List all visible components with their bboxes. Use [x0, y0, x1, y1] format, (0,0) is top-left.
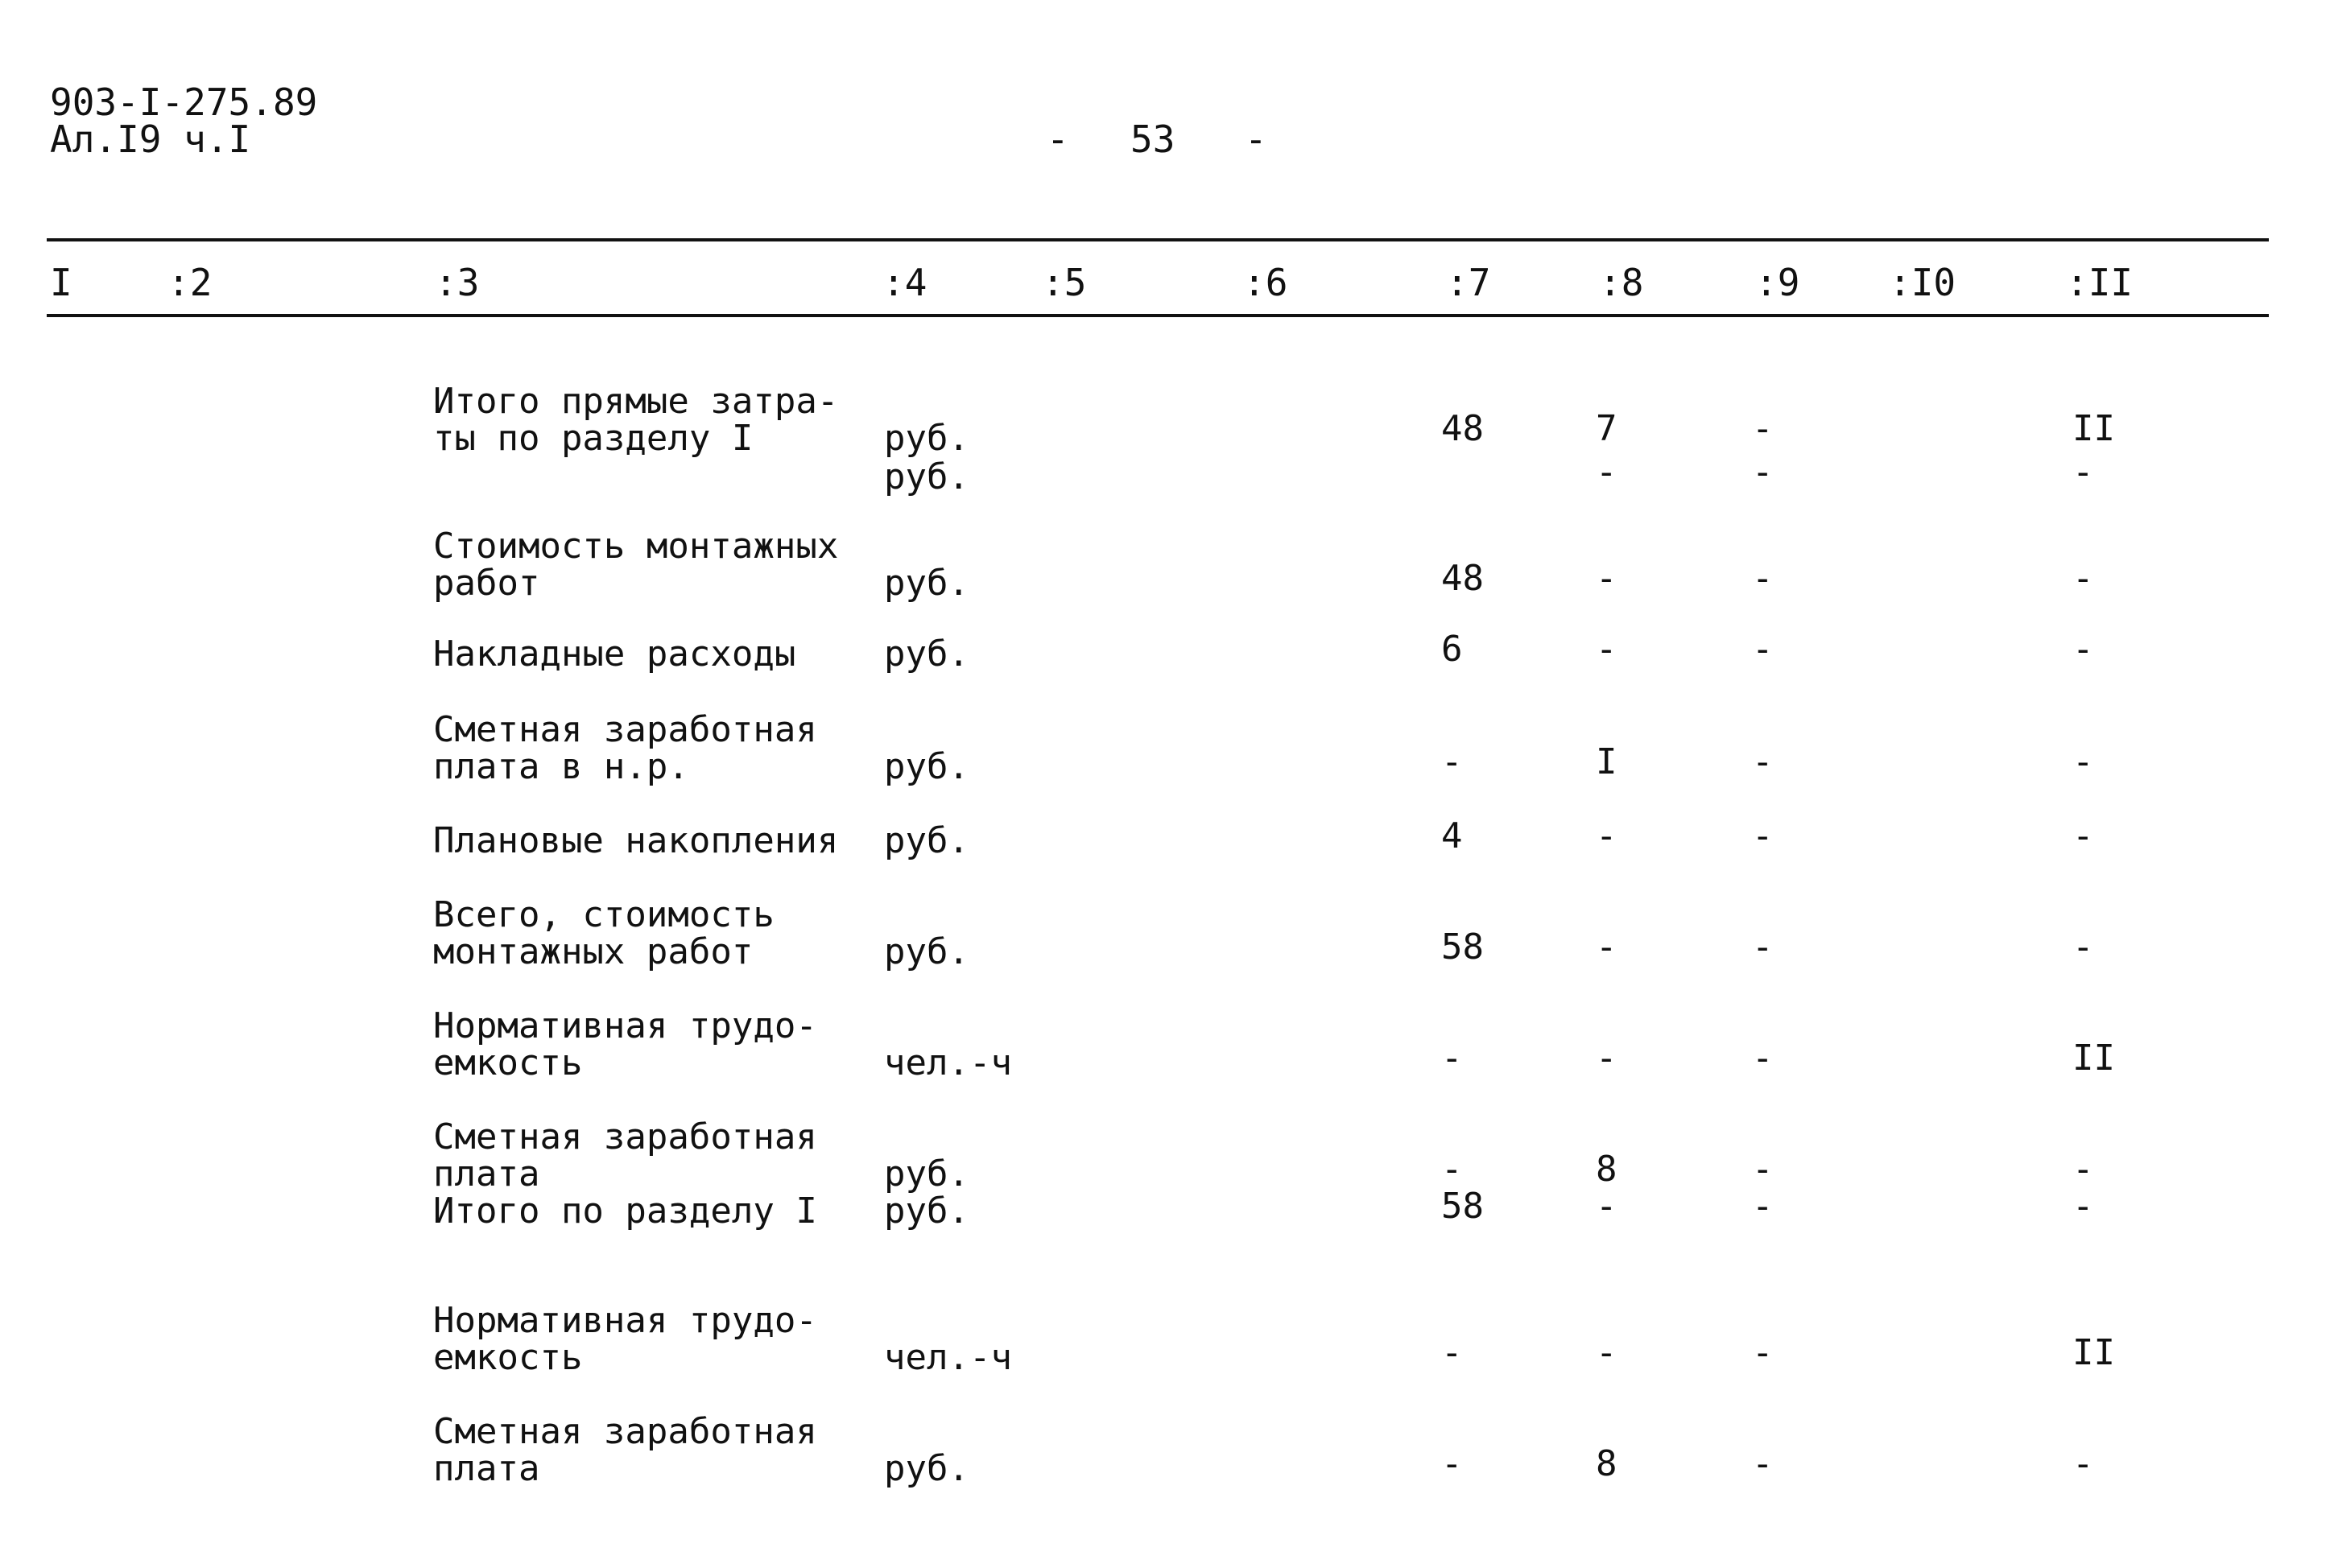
- column-header-3: :3: [435, 261, 480, 304]
- col-11-value: II: [2072, 1038, 2115, 1079]
- row-unit: руб.: [884, 1448, 969, 1489]
- row-description: плата в н.р.: [433, 746, 689, 787]
- col-8-value: 8: [1596, 1443, 1617, 1484]
- row-description: ты по разделу I: [433, 418, 754, 459]
- col-11-value: -: [2072, 1186, 2094, 1227]
- col-9-value: -: [1752, 741, 1774, 782]
- column-header-8: :8: [1599, 261, 1644, 304]
- row-unit: руб.: [884, 1190, 969, 1232]
- row-unit: руб.: [884, 418, 969, 459]
- col-11-value: -: [2072, 629, 2094, 670]
- row-description: Накладные расходы: [433, 633, 796, 675]
- col-8-value: 7: [1596, 408, 1617, 449]
- row-unit: руб.: [884, 633, 969, 675]
- page-number: 53: [1130, 118, 1175, 161]
- table-header-rule: [47, 314, 2269, 317]
- row-description: Сметная заработная: [433, 709, 817, 750]
- row-description: Нормативная трудо-: [433, 1005, 817, 1046]
- row-description: Нормативная трудо-: [433, 1300, 817, 1341]
- table-top-rule: [47, 238, 2269, 241]
- row-description: Сметная заработная: [433, 1411, 817, 1452]
- col-8-value: -: [1596, 1186, 1617, 1227]
- col-11-value: -: [2072, 741, 2094, 782]
- col-11-value: II: [2072, 1332, 2115, 1373]
- col-11-value: -: [2072, 558, 2094, 599]
- col-9-value: -: [1752, 629, 1774, 670]
- row-unit: руб.: [884, 1153, 969, 1195]
- col-7-value: -: [1441, 1332, 1463, 1373]
- col-9-value: -: [1752, 1186, 1774, 1227]
- col-9-value: -: [1752, 1332, 1774, 1373]
- col-8-value: 8: [1596, 1149, 1617, 1190]
- col-9-value: -: [1752, 815, 1774, 856]
- row-description: Сметная заработная: [433, 1116, 817, 1157]
- document-code-line-1: 903-I-275.89: [50, 80, 318, 124]
- row-description: плата: [433, 1153, 540, 1195]
- col-8-value: -: [1596, 629, 1617, 670]
- column-header-9: :9: [1755, 261, 1800, 304]
- row-unit: руб.: [884, 931, 969, 972]
- col-8-value: -: [1596, 815, 1617, 856]
- row-unit: руб.: [884, 563, 969, 604]
- page-dash-right: -: [1245, 118, 1267, 161]
- col-9-value: -: [1752, 1149, 1774, 1190]
- col-11-value: -: [2072, 815, 2094, 856]
- document-code: [50, 80, 318, 161]
- row-description: Всего, стоимость: [433, 894, 775, 935]
- col-7-value: -: [1441, 1149, 1463, 1190]
- column-header-6: :6: [1243, 261, 1288, 304]
- row-description: Итого по разделу I: [433, 1190, 817, 1232]
- col-7-value: 58: [1441, 926, 1484, 968]
- col-11-value: -: [2072, 452, 2094, 493]
- col-8-value: I: [1596, 741, 1617, 782]
- column-header-4: :4: [882, 261, 927, 304]
- column-header-11: :II: [2066, 261, 2134, 304]
- row-description: монтажных работ: [433, 931, 754, 972]
- column-header-2: :2: [167, 261, 213, 304]
- col-7-value: -: [1441, 1443, 1463, 1484]
- row-description: Стоимость монтажных: [433, 526, 839, 567]
- column-header-1: I: [50, 261, 72, 304]
- column-header-5: :5: [1042, 261, 1087, 304]
- col-7-value: 58: [1441, 1186, 1484, 1227]
- col-7-value: 4: [1441, 815, 1463, 856]
- col-9-value: -: [1752, 452, 1774, 493]
- col-11-value: -: [2072, 1443, 2094, 1484]
- row-description: емкость: [433, 1337, 583, 1378]
- col-9-value: -: [1752, 1443, 1774, 1484]
- col-7-value: 48: [1441, 558, 1484, 599]
- column-header-10: :I0: [1889, 261, 1956, 304]
- col-11-value: II: [2072, 408, 2115, 449]
- row-unit: руб.: [884, 746, 969, 787]
- col-8-value: -: [1596, 1038, 1617, 1079]
- row-description: емкость: [433, 1042, 583, 1083]
- col-8-value: -: [1596, 926, 1617, 968]
- col-11-value: -: [2072, 926, 2094, 968]
- col-9-value: -: [1752, 926, 1774, 968]
- row-unit: чел.-ч: [884, 1337, 1012, 1378]
- col-7-value: 48: [1441, 408, 1484, 449]
- row-description: работ: [433, 563, 540, 604]
- row-description: Плановые накопления: [433, 820, 839, 861]
- col-9-value: -: [1752, 558, 1774, 599]
- document-code-line-2: Ал.I9 ч.I: [50, 118, 251, 161]
- row-unit: руб.: [884, 456, 969, 497]
- page-dash-left: -: [1047, 118, 1069, 161]
- row-unit: чел.-ч: [884, 1042, 1012, 1083]
- col-8-value: -: [1596, 558, 1617, 599]
- column-header-7: :7: [1446, 261, 1491, 304]
- col-7-value: -: [1441, 741, 1463, 782]
- col-9-value: -: [1752, 408, 1774, 449]
- col-9-value: -: [1752, 1038, 1774, 1079]
- col-11-value: -: [2072, 1149, 2094, 1190]
- row-description: плата: [433, 1448, 540, 1489]
- col-8-value: -: [1596, 1332, 1617, 1373]
- row-description: Итого прямые затра-: [433, 381, 839, 422]
- col-8-value: -: [1596, 452, 1617, 493]
- col-7-value: -: [1441, 1038, 1463, 1079]
- col-7-value: 6: [1441, 629, 1463, 670]
- row-unit: руб.: [884, 820, 969, 861]
